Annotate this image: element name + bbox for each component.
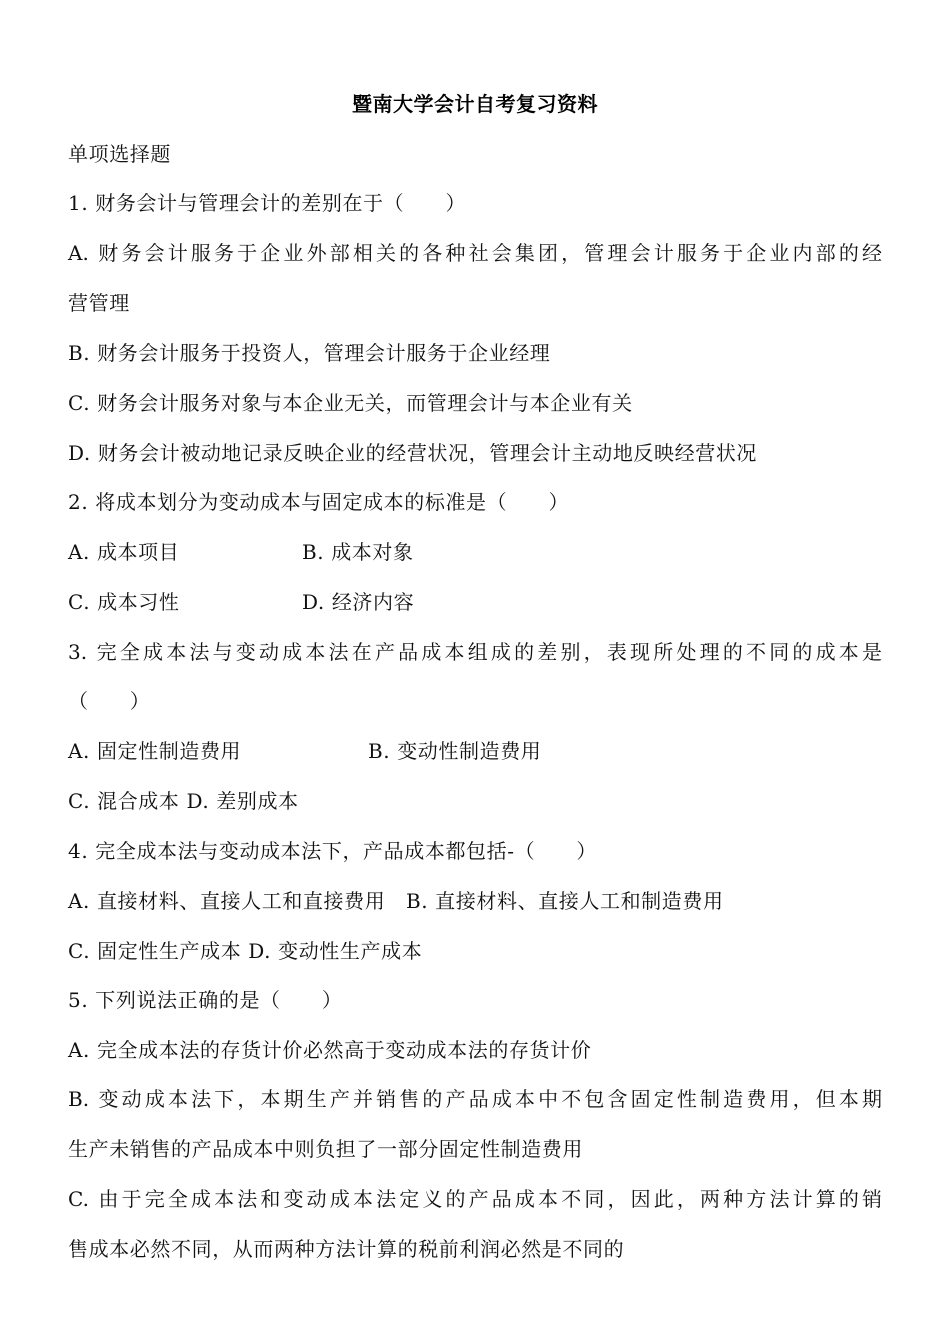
question-3-stem: 3. 完全成本法与变动成本法在产品成本组成的差别，表现所处理的不同的成本是 xyxy=(68,640,882,664)
question-1-option-d: D. 财务会计被动地记录反映企业的经营状况，管理会计主动地反映经营状况 xyxy=(68,441,758,465)
question-2-stem: 2. 将成本划分为变动成本与固定成本的标准是（ ） xyxy=(68,490,570,514)
question-2-option-d: D. 经济内容 xyxy=(302,590,415,614)
question-1-option-a-continued: 营管理 xyxy=(68,291,130,315)
question-5-option-a: A. 完全成本法的存货计价必然高于变动成本法的存货计价 xyxy=(68,1038,592,1062)
question-1-option-c: C. 财务会计服务对象与本企业无关，而管理会计与本企业有关 xyxy=(68,391,633,415)
question-1-option-a: A. 财务会计服务于企业外部相关的各种社会集团，管理会计服务于企业内部的经 xyxy=(68,241,882,265)
question-5-option-c: C. 由于完全成本法和变动成本法定义的产品成本不同，因此，两种方法计算的销 xyxy=(68,1187,882,1211)
question-3-options-row-1 xyxy=(68,738,882,764)
question-2-option-a: A. 成本项目 xyxy=(68,540,180,564)
question-3-stem-continued: （ ） xyxy=(68,689,151,713)
question-3-options-row-2: C. 混合成本 D. 差别成本 xyxy=(68,789,299,813)
question-4-stem: 4. 完全成本法与变动成本法下，产品成本都包括-（ ） xyxy=(68,839,597,863)
question-1-stem: 1. 财务会计与管理会计的差别在于（ ） xyxy=(68,191,467,215)
question-5-option-b: B. 变动成本法下，本期生产并销售的产品成本中不包含固定性制造费用，但本期 xyxy=(68,1087,882,1111)
question-4-options-row-2: C. 固定性生产成本 D. 变动性生产成本 xyxy=(68,939,423,963)
question-5-option-b-continued: 生产未销售的产品成本中则负担了一部分固定性制造费用 xyxy=(68,1137,583,1161)
question-4-options-row-1: A. 直接材料、直接人工和直接费用 B. 直接材料、直接人工和制造费用 xyxy=(68,889,724,913)
question-3-option-b: B. 变动性制造费用 xyxy=(368,739,542,763)
question-2-option-b: B. 成本对象 xyxy=(302,540,414,564)
question-2-options-row-2 xyxy=(68,589,882,615)
document-title: 暨南大学会计自考复习资料 xyxy=(352,92,598,116)
question-3-option-a: A. 固定性制造费用 xyxy=(68,739,242,763)
section-heading: 单项选择题 xyxy=(68,142,171,166)
question-5-option-c-continued: 售成本必然不同，从而两种方法计算的税前利润必然是不同的 xyxy=(68,1237,625,1261)
question-1-option-b: B. 财务会计服务于投资人，管理会计服务于企业经理 xyxy=(68,341,551,365)
question-5-stem: 5. 下列说法正确的是（ ） xyxy=(68,988,343,1012)
question-2-option-c: C. 成本习性 xyxy=(68,590,180,614)
question-2-options-row-1 xyxy=(68,539,882,565)
